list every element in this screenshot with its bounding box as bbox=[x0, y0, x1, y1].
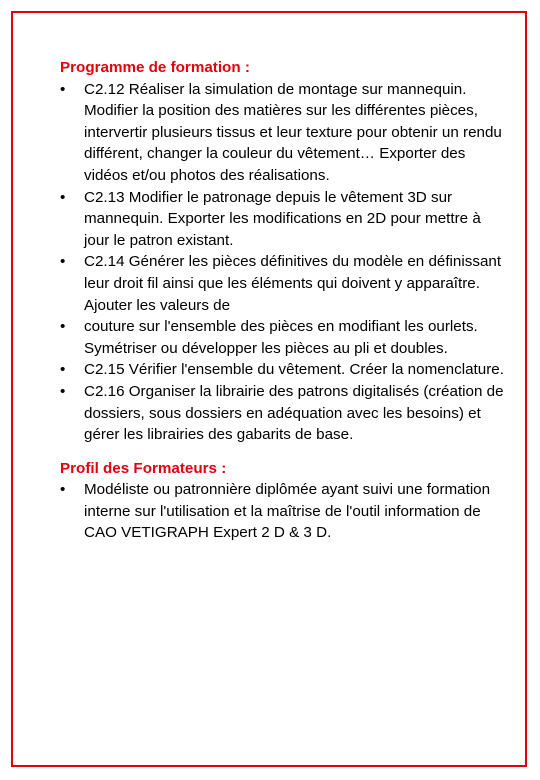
programme-list bbox=[60, 79, 510, 446]
document-body bbox=[60, 57, 510, 544]
bullet-icon: • bbox=[60, 253, 66, 271]
list-item: • C2.14 Générer les pièces définitives du modèle en définissant leur droit fil ainsi que les éléments qui doivent y apparaître. Ajouter les valeurs de bbox=[60, 253, 502, 314]
bullet-icon: • bbox=[60, 361, 66, 379]
bullet-icon: • bbox=[60, 481, 66, 499]
list-item: • couture sur l'ensemble des pièces en modifiant les ourlets. Symétriser ou développer les pièces au pli et doubles. bbox=[60, 318, 478, 357]
section-heading-profil: Profil des Formateurs : bbox=[60, 459, 227, 477]
list-item: • C2.12 Réaliser la simulation de montage sur mannequin. Modifier la position des matières sur les différentes pièces, intervertir plusieurs tissus et leur texture pour obtenir un rendu différent, changer la couleur du vêtement… Exporter des vidéos et/ou photos des réalisations. bbox=[60, 80, 502, 184]
bullet-icon: • bbox=[60, 382, 66, 400]
section-spacer bbox=[60, 446, 510, 458]
section-heading-programme: Programme de formation : bbox=[60, 59, 250, 76]
list-item: • C2.16 Organiser la librairie des patrons digitalisés (création de dossiers, sous dossiers en adéquation avec les besoins) et gérer les librairies des gabarits de base. bbox=[60, 382, 504, 444]
list-item: • C2.15 Vérifier l'ensemble du vêtement. Créer la nomenclature. bbox=[60, 359, 510, 381]
profil-list bbox=[60, 479, 510, 544]
bullet-icon: • bbox=[60, 188, 66, 206]
list-item: • Modéliste ou patronnière diplômée ayant suivi une formation interne sur l'utilisation et la maîtrise de l'outil information de CAO VETIGRAPH Expert 2 D & 3 D. bbox=[60, 481, 491, 542]
list-item: • C2.13 Modifier le patronage depuis le vêtement 3D sur mannequin. Exporter les modifications en 2D pour mettre à jour le patron existant. bbox=[60, 188, 481, 249]
bullet-icon: • bbox=[60, 318, 66, 336]
bullet-icon: • bbox=[60, 80, 66, 98]
